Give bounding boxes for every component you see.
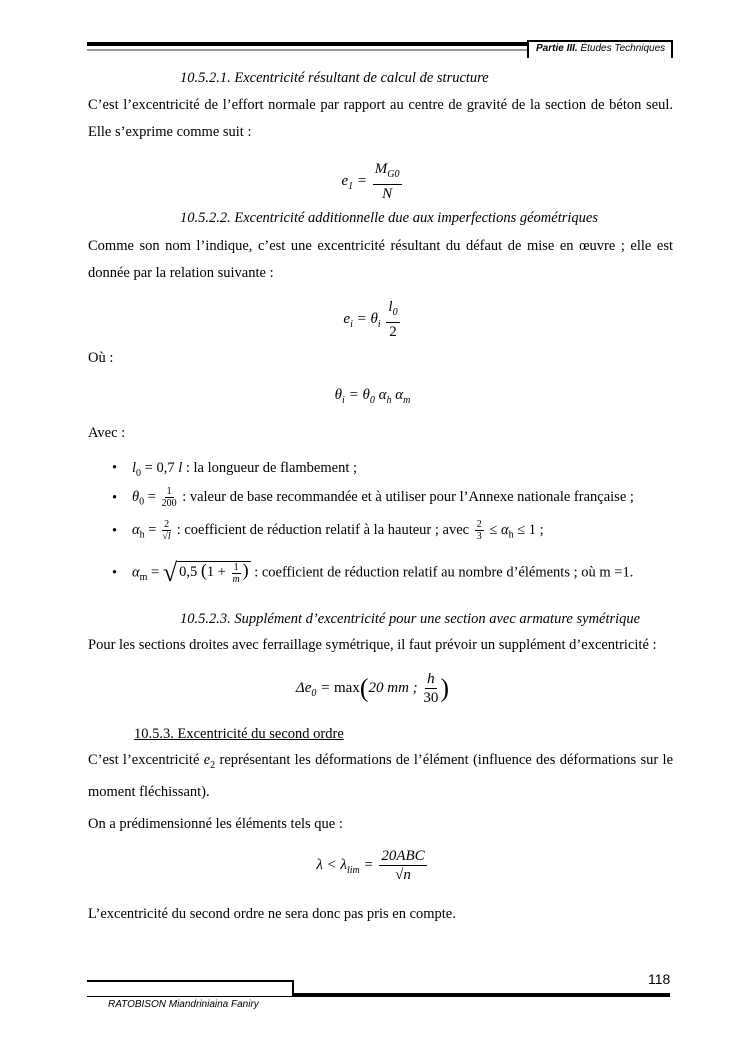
- bullet-icon: •: [112, 565, 118, 581]
- paragraph-s3: Pour les sections droites avec ferraillage symétrique, il faut prévoir un supplément d’excentricité :: [88, 637, 657, 653]
- list-item: $\alpha_m$ = √ 0,5 (1 + $\frac{1}{m}$ ) : coefficient de réduction relatif au nombre d’éléments ; où m =1.: [132, 558, 634, 587]
- paragraph-s2: Comme son nom l’indique, c’est une excentricité résultant du défaut de mise en œuvre ; elle est donnée par la relation suivante :: [88, 238, 673, 281]
- paragraph-s4-2: On a prédimensionné les éléments tels que :: [88, 816, 343, 832]
- section-title-10-5-3: 10.5.3. Excentricité du second ordre: [134, 726, 344, 742]
- page-number: 118: [648, 971, 671, 987]
- equation-delta-e0: $\Delta e_0 = \max(20$ mm ; $\frac{h}{30}$ ): [295, 671, 450, 706]
- paragraph-s1: C’est l’excentricité de l’effort normale par rapport au centre de gravité de la section de béton seul. Elle s’exprime comme suit :: [88, 97, 673, 140]
- footer-tab: [87, 980, 294, 996]
- footer-author: RATOBISON Miandriniaina Faniry: [108, 999, 259, 1010]
- section-title-10-5-2-3: 10.5.2.3. Supplément d’excentricité pour une section avec armature symétrique: [180, 611, 641, 627]
- bullet-icon: •: [112, 523, 118, 539]
- bullet-icon: •: [112, 460, 118, 476]
- paragraph-s4: C’est l’excentricité $e_2$ représentant les déformations de l’élément (influence des déformations sur le moment fléchissant).: [88, 752, 674, 800]
- paragraph-conclusion: L’excentricité du second ordre ne sera donc pas pris en compte.: [88, 906, 456, 922]
- section-title-10-5-2-1: 10.5.2.1. Excentricité résultant de calcul de structure: [180, 70, 489, 86]
- equation-e1: $e_1$ = $\frac{M_{G0}}{N}$: [341, 161, 400, 202]
- running-header: Partie III. Études Techniques: [536, 43, 666, 54]
- list-item: $\alpha_h$ = $\frac{2}{√l}$ : coefficient de réduction relatif à la hauteur ; avec $\frac{2}{3}$ ≤ $\alpha_h \le 1$ ;: [132, 519, 544, 542]
- section-title-10-5-2-2: 10.5.2.2. Excentricité additionnelle due aux imperfections géométriques: [180, 210, 598, 226]
- equation-ei: $e_i = \theta_i$ $\frac{l_0}{2}$: [343, 299, 398, 340]
- list-item: $l_0 = 0,7$ l : la longueur de flambement ;: [132, 460, 358, 479]
- ou-label: Où :: [88, 350, 114, 366]
- equation-theta: $\theta_i = \theta_0$ $\alpha_h$ $\alpha_m$: [334, 387, 411, 406]
- equation-lambda: $\lambda < \lambda_{lim}$ = $\frac{\text{20ABC}}{√n}$: [316, 848, 425, 883]
- avec-label: Avec :: [88, 425, 126, 441]
- bullet-icon: •: [112, 490, 118, 506]
- list-item: $\theta_0$ = $\frac{1}{200}$ : valeur de base recommandée et à utiliser pour l’Annexe nationale française ;: [132, 486, 634, 509]
